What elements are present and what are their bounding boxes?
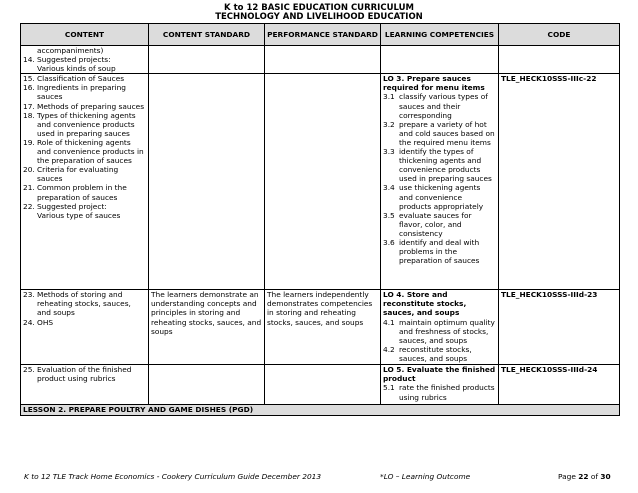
content-item (23, 83, 146, 101)
content-item (23, 55, 146, 64)
item-number: 16. (23, 83, 35, 93)
code-cell: TLE_HECK10SSS-IIId-24 (499, 365, 620, 405)
content-item (23, 183, 146, 201)
content-standard-cell (149, 46, 265, 74)
competency-number: 3.5 (383, 210, 395, 220)
item-number: 15. (23, 74, 35, 84)
col-header-performance-standard: PERFORMANCE STANDARD (265, 24, 381, 46)
curriculum-table (20, 23, 620, 416)
performance-standard-cell (265, 74, 381, 290)
table-row (21, 365, 620, 405)
content-cell (21, 365, 149, 405)
item-text: Role of thickening agents and convenience products in the preparation of sauces (37, 137, 144, 166)
item-number: 20. (23, 165, 35, 175)
item-number: 14. (23, 55, 35, 65)
item-text: Evaluation of the finished product using rubrics (37, 365, 132, 384)
competencies-cell (381, 365, 499, 405)
competency-number: 3.3 (383, 147, 395, 157)
page-of: of (590, 472, 599, 481)
item-number: 24. (23, 317, 35, 327)
item-number: 19. (23, 137, 35, 147)
table-row (21, 74, 620, 290)
competency-text: prepare a variety of hot and cold sauces based on the required menu items (399, 119, 495, 147)
competency-item (383, 345, 496, 363)
content-standard-cell (149, 74, 265, 290)
table-row (21, 46, 620, 74)
footer-page-number (558, 472, 611, 481)
content-item (23, 111, 146, 138)
competency-item (383, 147, 496, 183)
competency-item (383, 120, 496, 147)
col-header-content: CONTENT (21, 24, 149, 46)
item-number: 18. (23, 110, 35, 120)
competency-number: 4.1 (383, 317, 395, 327)
competency-text: identify the types of thickening agents and convenience products used in preparing sauces (399, 147, 492, 184)
competency-text: reconstitute stocks, sauces, and soups (399, 344, 472, 363)
footer-document-title: K to 12 TLE Track Home Economics - Cookery Curriculum Guide December 2013 (24, 472, 322, 481)
item-text: Suggested projects: (37, 55, 111, 65)
content-item (23, 102, 146, 111)
header-line-2: TECHNOLOGY AND LIVELIHOOD EDUCATION (215, 12, 423, 22)
competency-item (383, 92, 496, 119)
performance-standard-cell (265, 365, 381, 405)
content-item (23, 165, 146, 183)
content-item (23, 202, 146, 211)
competency-text: rate the finished products using rubrics (399, 383, 495, 402)
content-standard-cell: The learners demonstrate an understanding concepts and principles in storing and reheating stocks, sauces, and soups (149, 290, 265, 365)
header-line-1: K to 12 BASIC EDUCATION CURRICULUM (224, 3, 414, 13)
competency-text: identify and deal with problems in the preparation of sauces (399, 237, 480, 266)
content-item (23, 74, 146, 83)
col-header-content-standard: CONTENT STANDARD (149, 24, 265, 46)
competency-text: maintain optimum quality and freshness of stocks, sauces, and soups (399, 317, 495, 345)
page-current: 22 (578, 472, 589, 481)
item-text: Classification of Sauces (37, 74, 125, 84)
competency-item (383, 383, 496, 401)
item-number: 23. (23, 290, 35, 300)
competencies-cell (381, 46, 499, 74)
footer-legend: *LO – Learning Outcome (380, 472, 471, 481)
code-cell: TLE_HECK10SSS-IIId-23 (499, 290, 620, 365)
competencies-cell (381, 290, 499, 365)
item-text: OHS (37, 317, 54, 327)
page-total: 30 (600, 472, 611, 481)
item-text: Methods of storing and reheating stocks, sauces, and soups (37, 290, 131, 318)
code-cell: TLE_HECK10SSS-IIIc-22 (499, 74, 620, 290)
col-header-learning-competencies: LEARNING COMPETENCIES (381, 24, 499, 46)
table-header-row (21, 24, 620, 46)
content-cell (21, 46, 149, 74)
learning-outcome-title: LO 4. Store and reconstitute stocks, sauces, and soups (383, 290, 467, 318)
lesson-row (21, 405, 620, 416)
competency-number: 3.1 (383, 92, 395, 102)
table-row (21, 290, 620, 365)
content-text: Various kinds of soup (37, 64, 116, 74)
content-text: Various type of sauces (37, 210, 121, 220)
competency-item (383, 318, 496, 345)
competency-item (383, 211, 496, 238)
lesson-heading: LESSON 2. PREPARE POULTRY AND GAME DISHES (PGD) (21, 405, 620, 416)
competency-item (383, 238, 496, 265)
content-item (23, 290, 146, 317)
page-prefix: Page (558, 472, 576, 481)
learning-outcome-title: LO 5. Evaluate the finished product (383, 365, 496, 384)
item-text: Ingredients in preparing sauces (37, 83, 126, 102)
learning-outcome-title: LO 3. Prepare sauces required for menu items (383, 74, 485, 93)
competency-text: evaluate sauces for flavor, color, and consistency (399, 210, 472, 238)
item-text: Types of thickening agents and convenience products used in preparing sauces (37, 110, 136, 138)
competencies-cell (381, 74, 499, 290)
item-number: 21. (23, 183, 35, 193)
item-text: Methods of preparing sauces (37, 101, 145, 111)
competency-number: 5.1 (383, 383, 395, 393)
content-cell (21, 74, 149, 290)
content-cell (21, 290, 149, 365)
item-text: Criteria for evaluating sauces (37, 165, 119, 184)
content-item (23, 365, 146, 383)
competency-number: 4.2 (383, 344, 395, 354)
competency-number: 3.6 (383, 237, 395, 247)
item-number: 17. (23, 101, 35, 111)
competency-text: classify various types of sauces and their corresponding (399, 92, 488, 120)
item-text: Suggested project: (37, 201, 107, 211)
item-text: Common problem in the preparation of sauces (37, 183, 127, 202)
item-number: 25. (23, 365, 35, 375)
content-text: accompaniments) (37, 46, 104, 55)
content-item (23, 318, 146, 327)
item-number: 22. (23, 201, 35, 211)
competency-number: 3.4 (383, 183, 395, 193)
col-header-code: CODE (499, 24, 620, 46)
content-item (23, 138, 146, 165)
competency-number: 3.2 (383, 119, 395, 129)
competency-text: use thickening agents and convenience products appropriately (399, 183, 484, 211)
performance-standard-cell: The learners independently demonstrates competencies in storing and reheating stocks, sauces, and soups (265, 290, 381, 365)
performance-standard-cell (265, 46, 381, 74)
code-cell (499, 46, 620, 74)
competency-item (383, 183, 496, 210)
content-standard-cell (149, 365, 265, 405)
